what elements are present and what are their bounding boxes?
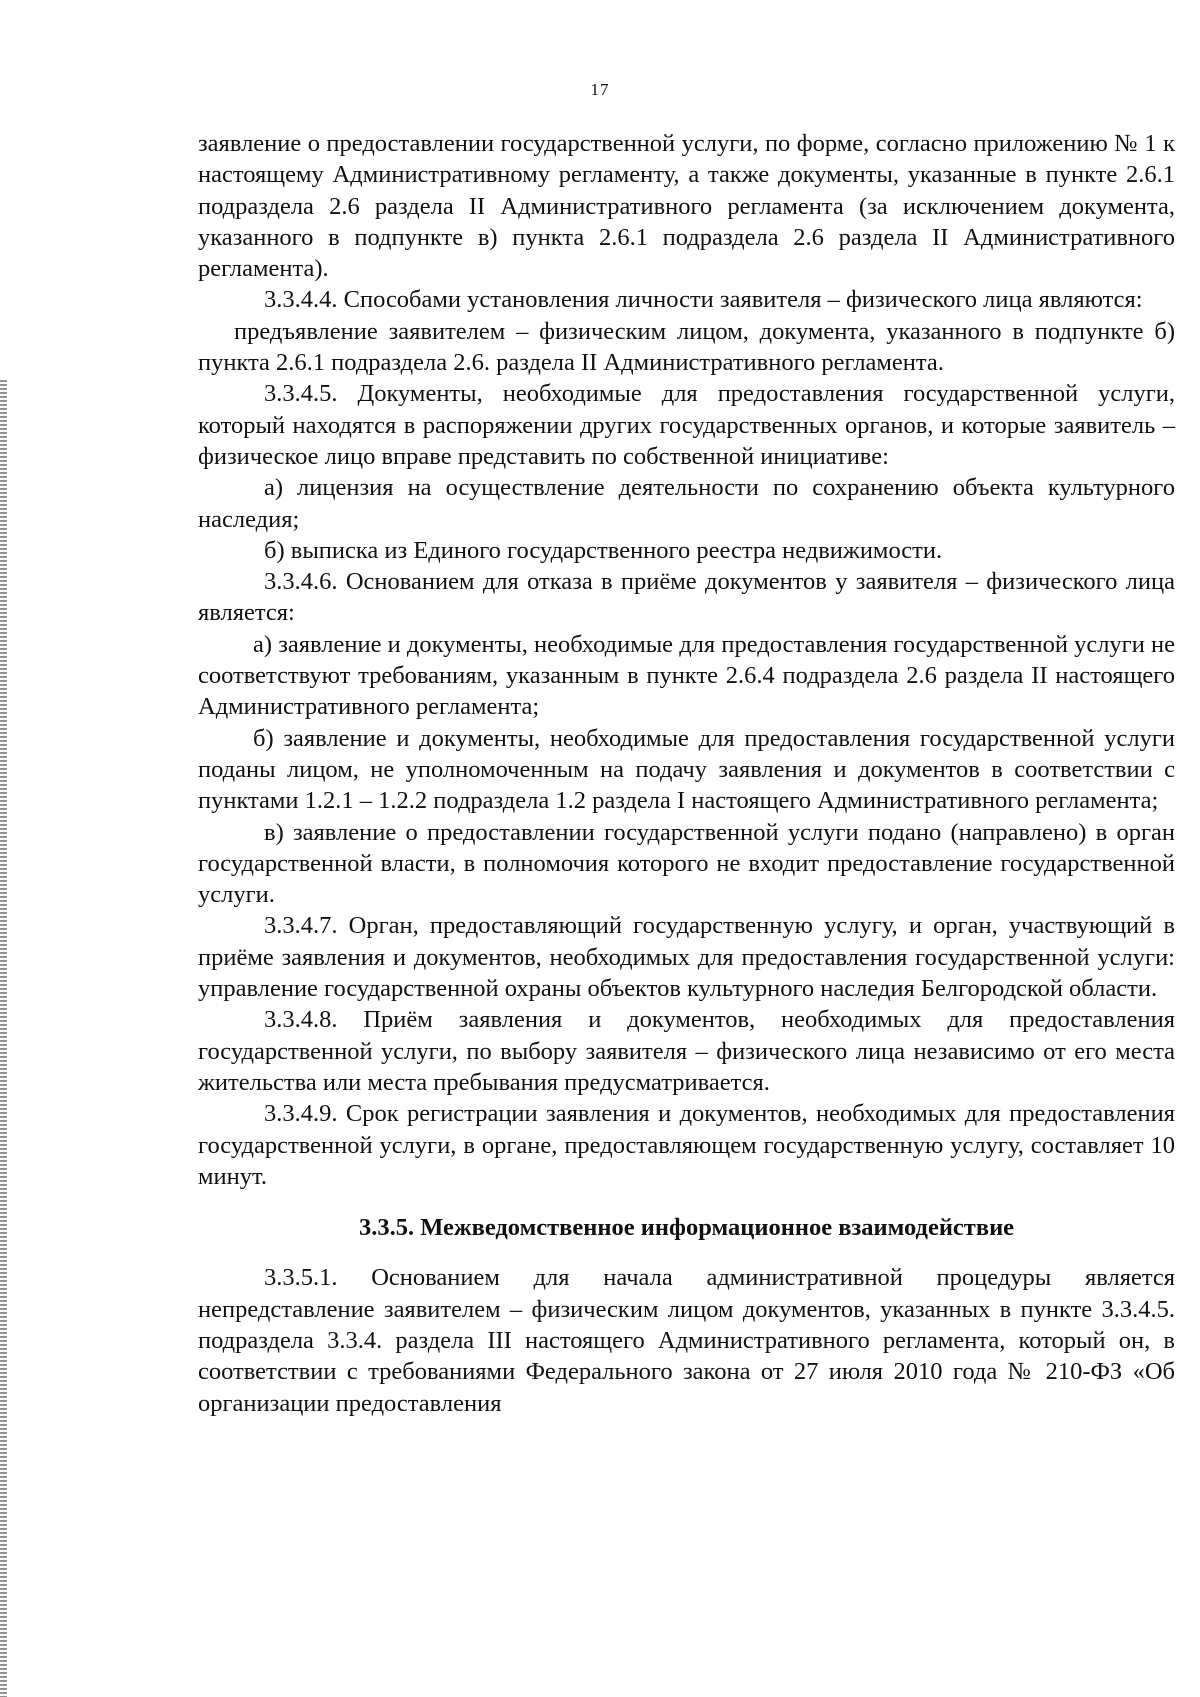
paragraph-3-3-4-8: 3.3.4.8. Приём заявления и документов, необходимых для предоставления государственной услуги, по выбору заявителя – физического лица независимо от его места жительства или места пребывания предусматривается. — [198, 1006, 1175, 1096]
list-item-refusal-c: в) заявление о предоставлении государственной услуги подано (направлено) в орган государственной власти, в полномочия которого не входит предоставление государственной услуги. — [198, 818, 1175, 909]
list-item-refusal-b: б) заявление и документы, необходимые для предоставления государственной услуги поданы лицом, не уполномоченным на подачу заявления и документов в соответствии с пунктами 1.2.1 – 1.2.2 подраздела 1.2 раздела I настоящего Административного регламента; — [198, 724, 1175, 815]
paragraph-3-3-4-7: 3.3.4.7. Орган, предоставляющий государственную услугу, и орган, участвующий в приёме заявления и документов, необходимых для предоставления государственной услуги: управление государственной охраны объектов культурного наследия Белгородской области. — [198, 912, 1175, 1003]
paragraph-3-3-4-6: 3.3.4.6. Основанием для отказа в приёме документов у заявителя – физического лица является: — [198, 568, 1175, 627]
paragraph-3-3-4-4: 3.3.4.4. Способами установления личности заявителя – физического лица являются: — [264, 286, 1143, 314]
list-item-license: а) лицензия на осуществление деятельности по сохранению объекта культурного наследия; — [198, 474, 1175, 533]
paragraph-application-documents: заявление о предоставлении государственной услуги, по форме, согласно приложению № 1 к настоящему Административному регламенту, а также документы, указанные в пункте 2.6.1 подраздела 2.6 раздела II Административного регламента (за исключением документа, указанного в подпункте в) пункта 2.6.1 подраздела 2.6 раздела II Административного регламента). — [198, 130, 1175, 283]
document-body — [198, 128, 1175, 1419]
list-item-registry-extract: б) выписка из Единого государственного реестра недвижимости. — [264, 536, 943, 564]
paragraph-identity-document: предъявление заявителем – физическим лицом, документа, указанного в подпункте б) пункта 2.6.1 подраздела 2.6. раздела II Административного регламента. — [198, 317, 1175, 377]
paragraph-3-3-4-9: 3.3.4.9. Срок регистрации заявления и документов, необходимых для предоставления государственной услуги, в органе, предоставляющем государственную услугу, составляет 10 минут. — [198, 1100, 1175, 1190]
page-number: 17 — [590, 80, 610, 99]
section-heading-3-3-5: 3.3.5. Межведомственное информационное взаимодействие — [358, 1214, 1015, 1242]
paragraph-3-3-4-5: 3.3.4.5. Документы, необходимые для предоставления государственной услуги, который находятся в распоряжении других государственных органов, и которые заявитель – физическое лицо вправе представить по собственной инициативе: — [198, 380, 1175, 470]
paragraph-3-3-5-1: 3.3.5.1. Основанием для начала административной процедуры является непредставление заявителем – физическим лицом документов, указанных в пункте 3.3.4.5. подраздела 3.3.4. раздела III настоящего Административного регламента, который он, в соответствии с требованиями Федерального закона от 27 июля 2010 года № 210-ФЗ «Об организации предоставления — [198, 1264, 1175, 1417]
scan-edge-artifact — [0, 380, 7, 1697]
list-item-refusal-a: а) заявление и документы, необходимые для предоставления государственной услуги не соответствуют требованиям, указанным в пункте 2.6.4 подраздела 2.6 раздела II настоящего Административного регламента; — [198, 630, 1175, 721]
